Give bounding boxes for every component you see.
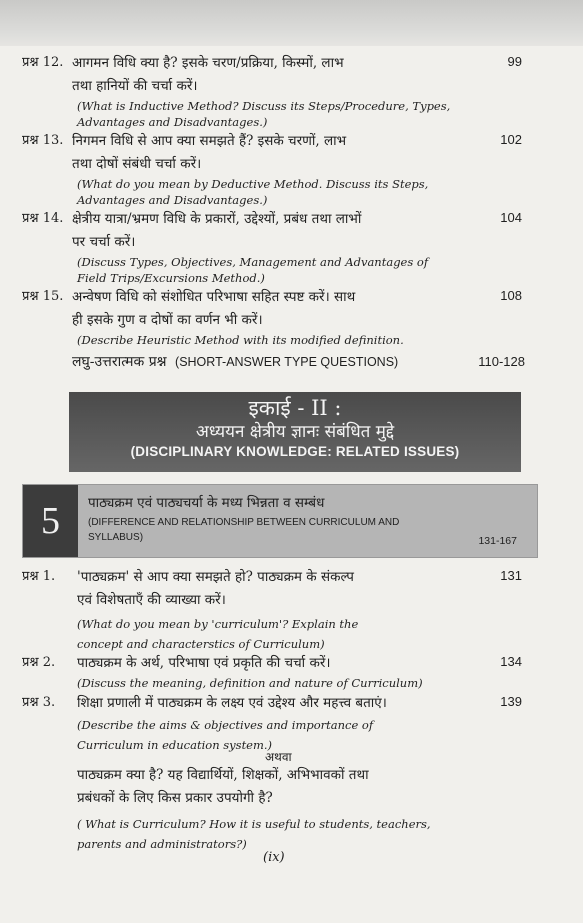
chapter-english-title: (DIFFERENCE AND RELATIONSHIP BETWEEN CURRICULUM AND SYLLABUS) — [88, 517, 400, 543]
question-hindi: आगमन विधि क्या है? इसके चरण/प्रक्रिया, किस्मों, लाभ तथा हानियों की चर्चा करें। — [72, 55, 344, 94]
short-answer-pages: 110-128 — [478, 354, 525, 369]
question-english: ( What is Curriculum? How it is useful to students, teachers, parents and administrators?) — [77, 817, 431, 851]
question-hindi: 'पाठ्यक्रम' से आप क्या समझते हो? पाठ्यक्रम के संकल्प एवं विशेषताएँ की व्याख्या करें। — [77, 569, 354, 608]
question-english: (What is Inductive Method? Discuss its Steps/Procedure, Types, Advantages and Disadvantages.) — [77, 99, 451, 129]
chapter-number: 5 — [23, 485, 78, 557]
unit-banner — [69, 392, 521, 472]
question-3 — [22, 692, 542, 752]
chapter-header — [22, 484, 538, 558]
question-number: प्रश्न 14. — [22, 211, 64, 226]
page-number: 104 — [500, 210, 522, 225]
alternate-question: पाठ्यक्रम क्या है? यह विद्यार्थियों, शिक्षकों, अभिभावकों तथा प्रबंधकों के लिए किस प्रकार उपयोगी है? ( What is Curriculum? How it is useful to students, teachers, parents and administrators?) — [77, 764, 477, 854]
chapter-pages: 131-167 — [478, 535, 517, 547]
page-number: 108 — [500, 288, 522, 303]
question-number: प्रश्न 12. — [22, 55, 64, 70]
page-number: 131 — [500, 568, 522, 583]
question-2 — [22, 652, 542, 694]
question-14 — [22, 208, 542, 284]
page-top-shadow — [0, 0, 583, 46]
unit-english-title: (DISCIPLINARY KNOWLEDGE: RELATED ISSUES) — [130, 444, 460, 459]
unit-title: इकाई - II : — [248, 396, 342, 420]
or-divider: अथवा — [265, 750, 292, 764]
question-13 — [22, 130, 542, 206]
question-number: प्रश्न 2. — [22, 655, 56, 670]
contents-page — [0, 46, 583, 923]
question-15 — [22, 286, 542, 352]
question-hindi: क्षेत्रीय यात्रा/भ्रमण विधि के प्रकारों, उद्देश्यों, प्रबंध तथा लाभों पर चर्चा करें। — [72, 211, 362, 250]
chapter-hindi-title: पाठ्यक्रम एवं पाठ्यचर्या के मध्य भिन्नता व सम्बंध — [88, 495, 325, 511]
question-number: प्रश्न 15. — [22, 289, 64, 304]
unit-hindi-title: अध्ययन क्षेत्रीय ज्ञानः संबंधित मुद्दे — [195, 422, 395, 442]
question-number: प्रश्न 13. — [22, 133, 64, 148]
question-hindi: पाठ्यक्रम के अर्थ, परिभाषा एवं प्रकृति की चर्चा करें। — [77, 655, 331, 671]
question-number: प्रश्न 3. — [22, 695, 56, 710]
question-english: (What do you mean by Deductive Method. Discuss its Steps, Advantages and Disadvantages.) — [77, 177, 429, 207]
question-english: (Describe the aims & objectives and importance of Curriculum in education system.) — [77, 718, 374, 752]
question-english: (What do you mean by 'curriculum'? Explain the concept and characterstics of Curriculum) — [77, 617, 359, 651]
page-folio: (ix) — [263, 850, 285, 865]
question-hindi: शिक्षा प्रणाली में पाठ्यक्रम के लक्ष्य एवं उद्देश्य और महत्त्व बताएं। — [77, 695, 387, 711]
question-number: प्रश्न 1. — [22, 569, 56, 584]
short-answer-heading: लघु-उत्तरात्मक प्रश्न (SHORT-ANSWER TYPE QUESTIONS) — [72, 354, 399, 370]
page-number: 102 — [500, 132, 522, 147]
question-hindi: निगमन विधि से आप क्या समझते हैं? इसके चरणों, लाभ तथा दोषों संबंधी चर्चा करें। — [72, 133, 347, 172]
page-number: 99 — [507, 54, 522, 69]
question-english: (Discuss Types, Objectives, Management and Advantages of Field Trips/Excursions Method.) — [77, 255, 429, 285]
question-12 — [22, 52, 542, 128]
question-1 — [22, 566, 542, 650]
question-hindi: अन्वेषण विधि को संशोधित परिभाषा सहित स्पष्ट करें। साथ ही इसके गुण व दोषों का वर्णन भी करें। — [72, 289, 356, 328]
question-english: (Discuss the meaning, definition and nature of Curriculum) — [77, 676, 423, 690]
page-number: 139 — [500, 694, 522, 709]
page-number: 134 — [500, 654, 522, 669]
question-english: (Describe Heuristic Method with its modified definition. — [77, 333, 404, 347]
